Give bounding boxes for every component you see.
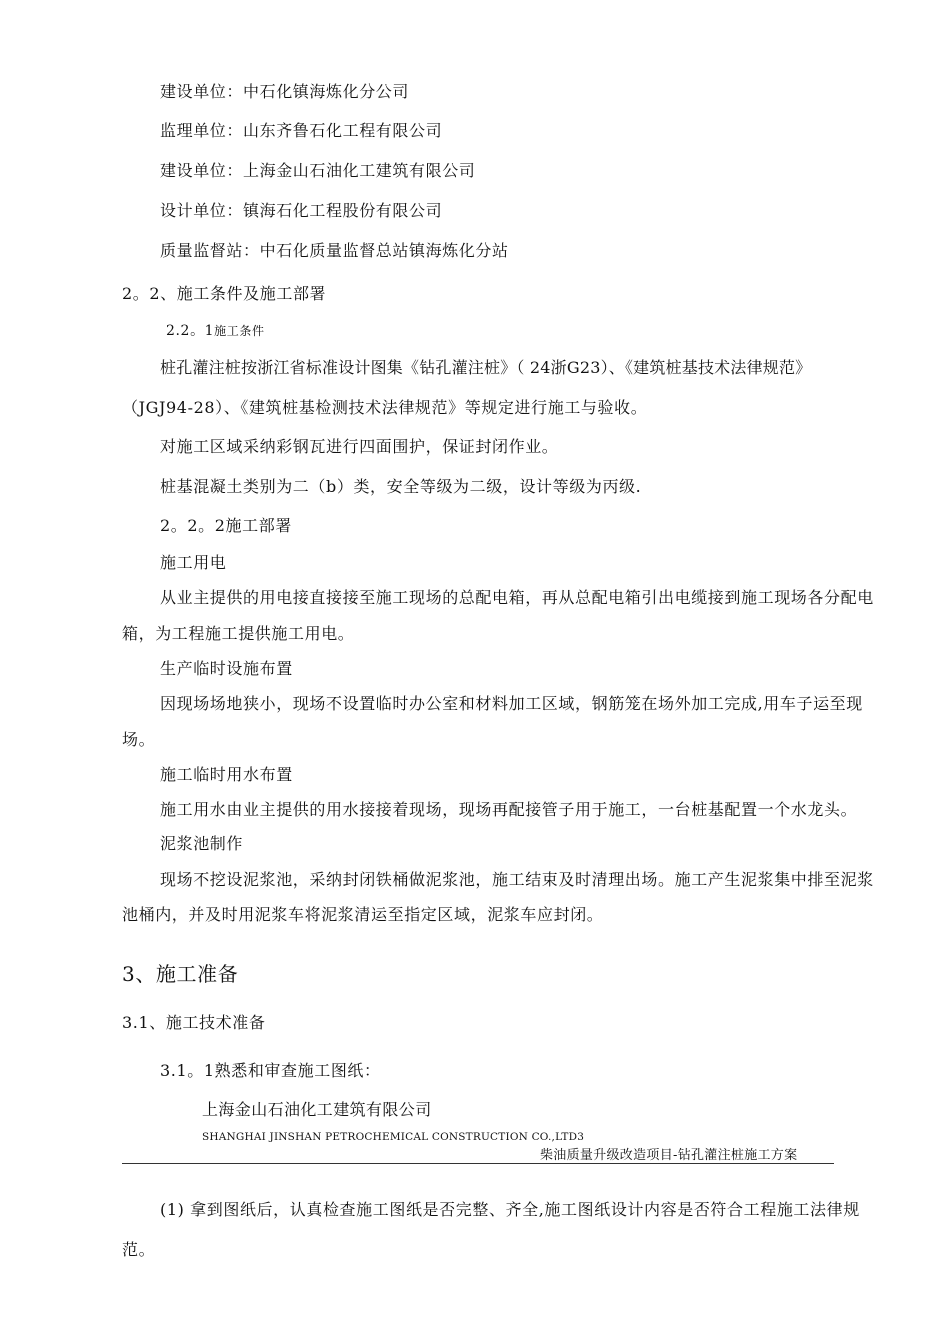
section-3-1-1-heading: 3.1。1熟悉和审查施工图纸：	[160, 1061, 381, 1080]
paragraph-concrete-class: 桩基混凝土类别为二（b）类，安全等级为二级，设计等级为丙级.	[160, 477, 642, 496]
paragraph-standards-line1: 桩孔灌注桩按浙江省标准设计图集《钻孔灌注桩》（ 24浙G23）、《建筑桩基技术法律规范》	[160, 358, 812, 377]
water-title: 施工临时用水布置	[160, 765, 293, 784]
designer-unit: 设计单位：镇海石化工程股份有限公司	[160, 201, 443, 220]
footer-company-cn: 上海金山石油化工建筑有限公司	[202, 1100, 432, 1119]
section-2-2-1-number: 2.2。1	[166, 323, 215, 339]
supervisor-unit: 监理单位：山东齐鲁石化工程有限公司	[160, 121, 443, 140]
paragraph-standards-line2: （JGJ94-28）、《建筑桩基检测技术法律规范》等规定进行施工与验收。	[122, 398, 648, 417]
footer-divider	[122, 1163, 834, 1164]
power-line1: 从业主提供的用电接直接接至施工现场的总配电箱，再从总配电箱引出电缆接到施工现场各分配电	[160, 588, 874, 607]
power-title: 施工用电	[160, 553, 227, 572]
section-2-2-1-title: 施工条件	[214, 324, 265, 338]
section-2-2-2-heading: 2。2。2施工部署	[160, 516, 292, 535]
power-line2: 箱，为工程施工提供施工用电。	[122, 624, 355, 643]
section-3-heading: 3、施工准备	[122, 962, 239, 986]
temp-facility-line1: 因现场场地狭小，现场不设置临时办公室和材料加工区域，钢筋笼在场外加工完成,用车子运至现	[160, 694, 863, 713]
temp-facility-title: 生产临时设施布置	[160, 659, 293, 678]
mud-pit-line1: 现场不挖设泥浆池，采纳封闭铁桶做泥浆池，施工结束及时清理出场。施工产生泥浆集中排至泥浆	[160, 870, 874, 889]
item-1-line1: (1) 拿到图纸后，认真检查施工图纸是否完整、齐全,施工图纸设计内容是否符合工程施工法律规	[160, 1200, 860, 1219]
section-2-2-heading: 2。2、施工条件及施工部署	[122, 284, 327, 303]
builder-unit: 建设单位：上海金山石油化工建筑有限公司	[160, 161, 476, 180]
section-2-2-1-heading	[166, 321, 265, 341]
item-1-line2: 范。	[122, 1240, 156, 1259]
owner-unit: 建设单位：中石化镇海炼化分公司	[160, 82, 410, 101]
mud-pit-line2: 池桶内，并及时用泥浆车将泥浆清运至指定区域，泥浆车应封闭。	[122, 905, 604, 924]
section-3-1-heading: 3.1、施工技术准备	[122, 1013, 266, 1032]
footer-company-en: SHANGHAI JINSHAN PETROCHEMICAL CONSTRUCTION CO.,LTD3	[202, 1131, 585, 1143]
temp-facility-line2: 场。	[122, 730, 156, 749]
mud-pit-title: 泥浆池制作	[160, 834, 244, 853]
quality-station: 质量监督站：中石化质量监督总站镇海炼化分站	[160, 241, 509, 260]
water-line1: 施工用水由业主提供的用水接接着现场，现场再配接管子用于施工，一台桩基配置一个水龙头。	[160, 800, 858, 819]
paragraph-enclosure: 对施工区域采纳彩钢瓦进行四面围护，保证封闭作业。	[160, 437, 559, 456]
footer-project-name: 柴油质量升级改造项目-钻孔灌注桩施工方案	[540, 1148, 798, 1163]
